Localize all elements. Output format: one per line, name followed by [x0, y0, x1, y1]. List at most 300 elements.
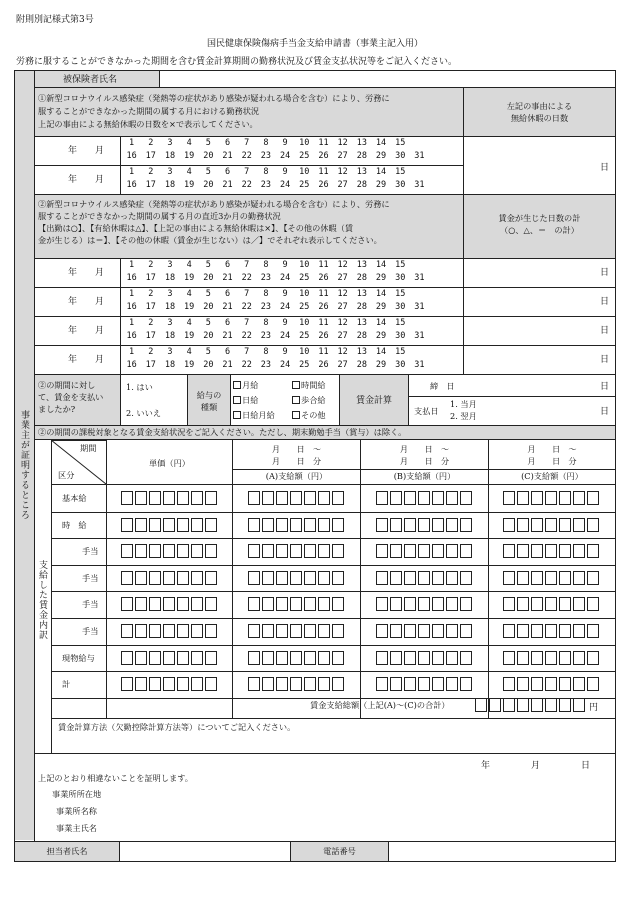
calendar-day[interactable]: 31 [414, 331, 425, 341]
calendar-day[interactable]: 12 [337, 318, 348, 328]
calendar-day[interactable]: 25 [299, 151, 310, 161]
period-label: 期間 [80, 443, 97, 453]
calendar-day[interactable]: 29 [375, 302, 387, 312]
calendar-day[interactable]: 23 [260, 331, 272, 341]
calendar-day[interactable]: 11 [318, 260, 329, 270]
calendar-day[interactable]: 28 [356, 151, 367, 161]
period-b-line1[interactable]: 月 日 ～ [399, 444, 450, 454]
calendar-days-row[interactable] [122, 180, 429, 190]
calendar-day[interactable]: 11 [318, 318, 329, 328]
calendar-day[interactable]: 22 [241, 360, 252, 370]
calendar-day[interactable]: 9 [282, 347, 288, 357]
payday-current[interactable]: 1. 当月 [450, 399, 477, 409]
calendar-day[interactable]: 24 [279, 273, 291, 283]
calendar-day[interactable]: 7 [244, 260, 250, 270]
payment-q-3: ましたか? [38, 404, 76, 414]
calendar-day[interactable]: 10 [299, 167, 310, 177]
calendar-day[interactable]: 30 [395, 302, 406, 312]
calendar-day[interactable]: 18 [164, 273, 176, 283]
s2-month-3[interactable]: 年 月 [68, 326, 105, 336]
amount-digit-boxes[interactable] [121, 677, 219, 691]
calendar-day[interactable]: 17 [145, 360, 156, 370]
phone-label: 電話番号 [323, 846, 356, 856]
s1-month-1[interactable]: 年 月 [68, 146, 105, 156]
calendar-day[interactable]: 14 [375, 347, 387, 357]
type-daily-monthly[interactable]: 日給月給 [233, 410, 275, 421]
form-title: 国民健康保険傷病手当金支給申請書（事業主記入用） [206, 39, 423, 49]
calendar-day[interactable]: 16 [126, 331, 137, 341]
section2-right-header-1: 賃金が生じた日数の計 [498, 213, 581, 223]
calendar-day[interactable]: 4 [186, 289, 192, 299]
calendar-day[interactable]: 12 [337, 289, 348, 299]
calendar-day[interactable]: 8 [263, 318, 269, 328]
calendar-day[interactable]: 2 [148, 289, 154, 299]
calendar-day[interactable]: 13 [356, 347, 367, 357]
calendar-day[interactable]: 21 [222, 273, 233, 283]
amount-digit-boxes[interactable] [376, 518, 474, 532]
calendar-day[interactable]: 9 [282, 318, 288, 328]
amount-digit-boxes[interactable] [503, 597, 601, 611]
calendar-day[interactable]: 17 [145, 180, 156, 190]
calendar-days-row[interactable] [122, 151, 429, 161]
amount-digit-boxes[interactable] [248, 491, 346, 505]
calendar-day[interactable]: 6 [224, 167, 231, 177]
calendar-days-row[interactable] [122, 360, 429, 370]
calendar-day[interactable]: 7 [244, 167, 250, 177]
section1-right-header-2: 無給休暇の日数 [510, 113, 569, 123]
calendar-day[interactable]: 8 [263, 289, 269, 299]
calendar-days-row[interactable] [122, 273, 429, 283]
amount-digit-boxes[interactable] [248, 544, 346, 558]
calendar-day[interactable]: 2 [148, 318, 154, 328]
type-monthly[interactable]: 月給 [233, 380, 258, 391]
side-label: 事業主が証明するところ [19, 410, 29, 520]
calendar-day[interactable]: 12 [337, 260, 348, 270]
calendar-day[interactable]: 14 [375, 138, 387, 148]
amount-digit-boxes[interactable] [248, 571, 346, 585]
amount-digit-boxes[interactable] [376, 544, 474, 558]
calc-method-label: 賃金計算方法（欠勤控除計算方法等）についてご記入ください。 [58, 722, 296, 732]
calendar-day[interactable]: 28 [356, 302, 367, 312]
payday-next[interactable]: 2. 翌月 [450, 411, 477, 421]
calendar-day[interactable]: 8 [263, 138, 269, 148]
amount-digit-boxes[interactable] [503, 544, 601, 558]
type-other[interactable]: その他 [292, 410, 326, 421]
calendar-day[interactable]: 24 [279, 331, 291, 341]
calendar-day[interactable]: 21 [222, 360, 233, 370]
period-a-line2[interactable]: 月 日 分 [271, 456, 322, 466]
calc-method-field[interactable] [58, 734, 608, 752]
amount-digit-boxes[interactable] [121, 597, 219, 611]
calendar-day[interactable]: 19 [184, 331, 195, 341]
calendar-day[interactable]: 26 [318, 331, 329, 341]
calendar-day[interactable]: 10 [299, 347, 310, 357]
calendar-day[interactable]: 23 [260, 302, 272, 312]
calendar-day[interactable]: 21 [222, 331, 233, 341]
calendar-day[interactable]: 19 [184, 151, 195, 161]
calendar-day[interactable]: 26 [318, 360, 329, 370]
calendar-day[interactable]: 10 [299, 260, 310, 270]
calendar-day[interactable]: 22 [241, 302, 252, 312]
calendar-day[interactable]: 19 [184, 180, 195, 190]
type-hourly[interactable]: 時間給 [292, 380, 326, 391]
calendar-day[interactable]: 20 [203, 273, 214, 283]
calendar-days-row[interactable] [122, 318, 410, 328]
calendar-day[interactable]: 20 [203, 151, 214, 161]
calendar-day[interactable]: 1 [129, 289, 135, 299]
insured-name-field[interactable] [161, 72, 613, 86]
calendar-day[interactable]: 28 [356, 331, 367, 341]
wage-row-label: 計 [62, 679, 71, 690]
calendar-day[interactable]: 2 [148, 167, 154, 177]
calendar-day[interactable]: 24 [279, 151, 291, 161]
calendar-day[interactable]: 11 [318, 347, 329, 357]
calendar-day[interactable]: 1 [129, 260, 135, 270]
calendar-day[interactable]: 7 [244, 289, 250, 299]
calendar-day[interactable]: 27 [337, 360, 348, 370]
calendar-day[interactable]: 25 [299, 180, 310, 190]
calendar-day[interactable]: 20 [203, 360, 214, 370]
calendar-day[interactable]: 31 [414, 273, 425, 283]
calendar-day[interactable]: 23 [260, 180, 272, 190]
calendar-day[interactable]: 16 [126, 273, 137, 283]
date-day: 日 [581, 761, 591, 771]
calendar-day[interactable]: 5 [205, 167, 211, 177]
calendar-day[interactable]: 23 [260, 273, 272, 283]
calendar-day[interactable]: 18 [164, 331, 176, 341]
calendar-day[interactable]: 3 [167, 347, 173, 357]
calendar-day[interactable]: 12 [337, 347, 348, 357]
calendar-day[interactable]: 10 [299, 318, 310, 328]
calendar-day[interactable]: 5 [205, 289, 211, 299]
amount-digit-boxes[interactable] [503, 624, 601, 638]
calendar-day[interactable]: 22 [241, 331, 252, 341]
calendar-day[interactable]: 4 [186, 138, 192, 148]
calendar-day[interactable]: 20 [203, 180, 214, 190]
s2-day-unit-2: 日 [600, 297, 610, 307]
amount-digit-boxes[interactable] [376, 571, 474, 585]
calendar-day[interactable]: 31 [414, 360, 425, 370]
employer-address[interactable]: 事業所所在地 [52, 789, 102, 799]
calendar-day[interactable]: 20 [203, 331, 214, 341]
certify-text: 上記のとおり相違ないことを証明します。 [38, 773, 193, 783]
calendar-day[interactable]: 3 [167, 138, 173, 148]
amount-digit-boxes[interactable] [121, 651, 219, 665]
section1-line1: ①新型コロナウイルス感染症（発熱等の症状があり感染が疑われる場合を含む）により、労務に [38, 93, 390, 103]
calendar-day[interactable]: 13 [356, 138, 367, 148]
calendar-day[interactable]: 6 [224, 138, 231, 148]
person-in-charge-label: 担当者氏名 [46, 846, 88, 856]
calendar-day[interactable]: 18 [164, 302, 176, 312]
period-c-line1[interactable]: 月 日 ～ [527, 444, 577, 454]
wage-row-label: 手当 [82, 572, 99, 583]
calendar-day[interactable]: 18 [164, 360, 176, 370]
calendar-day[interactable]: 29 [375, 273, 387, 283]
closing-day-unit: 日 [600, 382, 610, 392]
type-daily[interactable]: 日給 [233, 395, 258, 406]
calendar-days-row[interactable] [122, 302, 429, 312]
amount-digit-boxes[interactable] [121, 571, 219, 585]
calendar-day[interactable]: 30 [395, 331, 406, 341]
calendar-day[interactable]: 16 [126, 302, 137, 312]
calendar-day[interactable]: 15 [395, 347, 406, 357]
period-b-line2[interactable]: 月 日 分 [399, 456, 450, 466]
total-yen: 円 [589, 703, 599, 713]
amount-digit-boxes[interactable] [121, 491, 219, 505]
calendar-day[interactable]: 19 [184, 302, 195, 312]
section2-line1: ②新型コロナウイルス感染症（発熱等の症状があり感染が疑われる場合を含む）により、労務に [38, 199, 390, 209]
calendar-day[interactable]: 15 [395, 167, 406, 177]
calendar-day[interactable]: 22 [241, 151, 252, 161]
calendar-day[interactable]: 7 [244, 318, 250, 328]
section2-right-header-2: （○、△、＝ の計） [500, 225, 579, 235]
payment-yes[interactable]: 1. はい [126, 382, 153, 392]
calendar-day[interactable]: 10 [299, 289, 310, 299]
total-amount-digit-boxes[interactable] [475, 698, 587, 712]
section2-line4: 金が生じる）は＝】、【その他の休暇（賃金が生じない）は／】でそれぞれ表示してください。 [38, 235, 382, 245]
calendar-day[interactable]: 4 [186, 318, 192, 328]
calendar-day[interactable]: 26 [318, 273, 329, 283]
amount-digit-boxes[interactable] [503, 651, 601, 665]
calendar-day[interactable]: 30 [395, 273, 406, 283]
col-a-label: (A)支給額（円） [265, 471, 328, 481]
calendar-day[interactable]: 26 [318, 180, 329, 190]
calendar-day[interactable]: 23 [260, 151, 272, 161]
wage-row-label: 手当 [82, 599, 99, 610]
calendar-day[interactable]: 30 [395, 180, 406, 190]
calendar-day[interactable]: 17 [145, 151, 156, 161]
amount-digit-boxes[interactable] [121, 624, 219, 638]
calendar-day[interactable]: 4 [186, 347, 192, 357]
amount-digit-boxes[interactable] [248, 677, 346, 691]
calendar-day[interactable]: 17 [145, 273, 156, 283]
calendar-days-row[interactable] [122, 138, 410, 148]
calendar-day[interactable]: 9 [282, 167, 288, 177]
calendar-day[interactable]: 6 [224, 289, 231, 299]
calendar-day[interactable]: 2 [148, 138, 154, 148]
calendar-day[interactable]: 1 [129, 318, 135, 328]
phone-field[interactable] [390, 843, 614, 860]
calendar-day[interactable]: 3 [167, 167, 173, 177]
payment-q-2: て、賃金を支払い [38, 392, 104, 402]
s2-month-1[interactable]: 年 月 [68, 268, 105, 278]
calendar-day[interactable]: 27 [337, 151, 348, 161]
calendar-day[interactable]: 1 [129, 347, 135, 357]
calendar-day[interactable]: 8 [263, 167, 269, 177]
calendar-day[interactable]: 7 [244, 138, 250, 148]
calendar-day[interactable]: 11 [318, 289, 329, 299]
form-intro: 労務に服することができなかった期間を含む賃金計算期間の勤務状況及び賃金支払状況等をご記入ください。 [16, 57, 458, 67]
calendar-day[interactable]: 27 [337, 273, 348, 283]
calendar-day[interactable]: 21 [222, 180, 233, 190]
calendar-day[interactable]: 30 [395, 151, 406, 161]
s2-month-2[interactable]: 年 月 [68, 297, 105, 307]
calendar-day[interactable]: 31 [414, 151, 425, 161]
period-a-line1[interactable]: 月 日 ～ [271, 444, 322, 454]
calendar-day[interactable]: 3 [167, 260, 173, 270]
calendar-day[interactable]: 15 [395, 138, 406, 148]
calendar-day[interactable]: 25 [299, 331, 310, 341]
calendar-day[interactable]: 29 [375, 331, 387, 341]
calendar-day[interactable]: 13 [356, 260, 367, 270]
calendar-day[interactable]: 18 [164, 180, 176, 190]
calendar-day[interactable]: 15 [395, 260, 406, 270]
amount-digit-boxes[interactable] [248, 518, 346, 532]
amount-digit-boxes[interactable] [376, 491, 474, 505]
calendar-day[interactable]: 24 [279, 180, 291, 190]
wage-row-label: 手当 [82, 546, 99, 557]
calendar-day[interactable]: 9 [282, 289, 288, 299]
calendar-day[interactable]: 11 [318, 138, 329, 148]
calendar-day[interactable]: 21 [222, 302, 233, 312]
employer-name[interactable]: 事業所名称 [56, 806, 97, 816]
calendar-day[interactable]: 30 [395, 360, 406, 370]
amount-digit-boxes[interactable] [376, 677, 474, 691]
calendar-day[interactable]: 25 [299, 360, 310, 370]
calendar-days-row[interactable] [122, 331, 429, 341]
s1-month-2[interactable]: 年 月 [68, 175, 105, 185]
calendar-day[interactable]: 12 [337, 167, 348, 177]
amount-digit-boxes[interactable] [376, 624, 474, 638]
calendar-day[interactable]: 27 [337, 302, 348, 312]
insured-name-label: 被保険者氏名 [63, 75, 118, 85]
calendar-day[interactable]: 14 [375, 289, 387, 299]
calendar-day[interactable]: 8 [263, 347, 269, 357]
amount-digit-boxes[interactable] [503, 571, 601, 585]
calendar-day[interactable]: 6 [224, 260, 231, 270]
payday-unit: 日 [600, 407, 610, 417]
calendar-day[interactable]: 23 [260, 360, 272, 370]
calendar-day[interactable]: 14 [375, 167, 387, 177]
calendar-day[interactable]: 4 [186, 260, 192, 270]
amount-digit-boxes[interactable] [121, 518, 219, 532]
amount-digit-boxes[interactable] [376, 651, 474, 665]
total-label: 賃金支給総額（上記(A)～(C)の合計） [310, 700, 450, 710]
calendar-day[interactable]: 29 [375, 180, 387, 190]
calendar-day[interactable]: 24 [279, 302, 291, 312]
calendar-day[interactable]: 3 [167, 289, 173, 299]
salary-type-label-1: 給与の [196, 390, 222, 400]
calendar-day[interactable]: 20 [203, 302, 214, 312]
payday-label: 支払日 [414, 406, 439, 416]
calendar-day[interactable]: 15 [395, 318, 406, 328]
employer-representative[interactable]: 事業主氏名 [56, 823, 97, 833]
calendar-day[interactable]: 4 [186, 167, 192, 177]
payment-q-1: ②の期間に対し [38, 380, 96, 390]
calendar-day[interactable]: 3 [167, 318, 173, 328]
amount-digit-boxes[interactable] [503, 491, 601, 505]
calendar-day[interactable]: 16 [126, 180, 137, 190]
amount-digit-boxes[interactable] [248, 651, 346, 665]
section1-line2: 服することができなかった期間の属する月における勤務状況 [38, 106, 260, 116]
amount-digit-boxes[interactable] [121, 544, 219, 558]
section1-line3: 上記の事由による無給休暇の日数を×で表示してください。 [38, 119, 258, 129]
calendar-day[interactable]: 26 [318, 302, 329, 312]
calendar-day[interactable]: 1 [129, 138, 135, 148]
calendar-day[interactable]: 9 [282, 260, 288, 270]
closing-day-label: 締 日 [430, 381, 455, 391]
salary-type-label-2: 種類 [200, 402, 218, 412]
calendar-day[interactable]: 5 [205, 260, 211, 270]
calendar-day[interactable]: 6 [224, 347, 231, 357]
period-c-line2[interactable]: 月 日 分 [527, 456, 577, 466]
calendar-day[interactable]: 24 [279, 360, 291, 370]
calendar-day[interactable]: 14 [375, 260, 387, 270]
person-in-charge-field[interactable] [121, 843, 288, 860]
wage-calc-label: 賃金計算 [355, 396, 392, 406]
calendar-day[interactable]: 28 [356, 180, 367, 190]
calendar-day[interactable]: 17 [145, 331, 156, 341]
calendar-day[interactable]: 31 [414, 302, 425, 312]
calendar-day[interactable]: 17 [145, 302, 156, 312]
calendar-day[interactable]: 19 [184, 273, 195, 283]
calendar-days-row[interactable] [122, 260, 410, 270]
calendar-day[interactable]: 10 [299, 138, 310, 148]
calendar-day[interactable]: 25 [299, 273, 310, 283]
calendar-day[interactable]: 29 [375, 360, 387, 370]
wage-row-label: 現物給与 [62, 652, 95, 663]
calendar-day[interactable]: 28 [356, 273, 367, 283]
col-b-label: (B)支給額（円） [393, 471, 456, 481]
calendar-day[interactable]: 6 [224, 318, 231, 328]
calendar-day[interactable]: 18 [164, 151, 176, 161]
calendar-day[interactable]: 11 [318, 167, 329, 177]
amount-digit-boxes[interactable] [248, 597, 346, 611]
calendar-day[interactable]: 8 [263, 260, 269, 270]
calendar-day[interactable]: 2 [148, 347, 154, 357]
calendar-day[interactable]: 19 [184, 360, 195, 370]
calendar-day[interactable]: 5 [205, 347, 211, 357]
type-commission[interactable]: 歩合給 [292, 395, 326, 406]
calendar-day[interactable]: 15 [395, 289, 406, 299]
calendar-day[interactable]: 28 [356, 360, 367, 370]
s2-month-4[interactable]: 年 月 [68, 355, 105, 365]
amount-digit-boxes[interactable] [248, 624, 346, 638]
date-month: 月 [531, 761, 541, 771]
payment-no[interactable]: 2. いいえ [126, 408, 161, 418]
calendar-day[interactable]: 16 [126, 151, 137, 161]
calendar-day[interactable]: 5 [205, 138, 211, 148]
calendar-day[interactable]: 7 [244, 347, 250, 357]
calendar-days-row[interactable] [122, 347, 410, 357]
calendar-day[interactable]: 2 [148, 260, 154, 270]
calendar-day[interactable]: 9 [282, 138, 288, 148]
calendar-day[interactable]: 12 [337, 138, 348, 148]
s1-day-unit: 日 [600, 163, 610, 173]
calendar-day[interactable]: 22 [241, 180, 252, 190]
amount-digit-boxes[interactable] [376, 597, 474, 611]
calendar-day[interactable]: 13 [356, 167, 367, 177]
amount-digit-boxes[interactable] [503, 677, 601, 691]
calendar-day[interactable]: 25 [299, 302, 310, 312]
calendar-day[interactable]: 14 [375, 318, 387, 328]
calendar-day[interactable]: 27 [337, 331, 348, 341]
calendar-day[interactable]: 16 [126, 360, 137, 370]
calendar-day[interactable]: 5 [205, 318, 211, 328]
calendar-day[interactable]: 27 [337, 180, 348, 190]
calendar-day[interactable]: 13 [356, 289, 367, 299]
amount-digit-boxes[interactable] [503, 518, 601, 532]
calendar-days-row[interactable] [122, 289, 410, 299]
calendar-day[interactable]: 31 [414, 180, 425, 190]
calendar-day[interactable]: 29 [375, 151, 387, 161]
calendar-day[interactable]: 1 [129, 167, 135, 177]
calendar-day[interactable]: 21 [222, 151, 233, 161]
calendar-day[interactable]: 22 [241, 273, 252, 283]
calendar-day[interactable]: 26 [318, 151, 329, 161]
calendar-days-row[interactable] [122, 167, 410, 177]
calendar-day[interactable]: 13 [356, 318, 367, 328]
